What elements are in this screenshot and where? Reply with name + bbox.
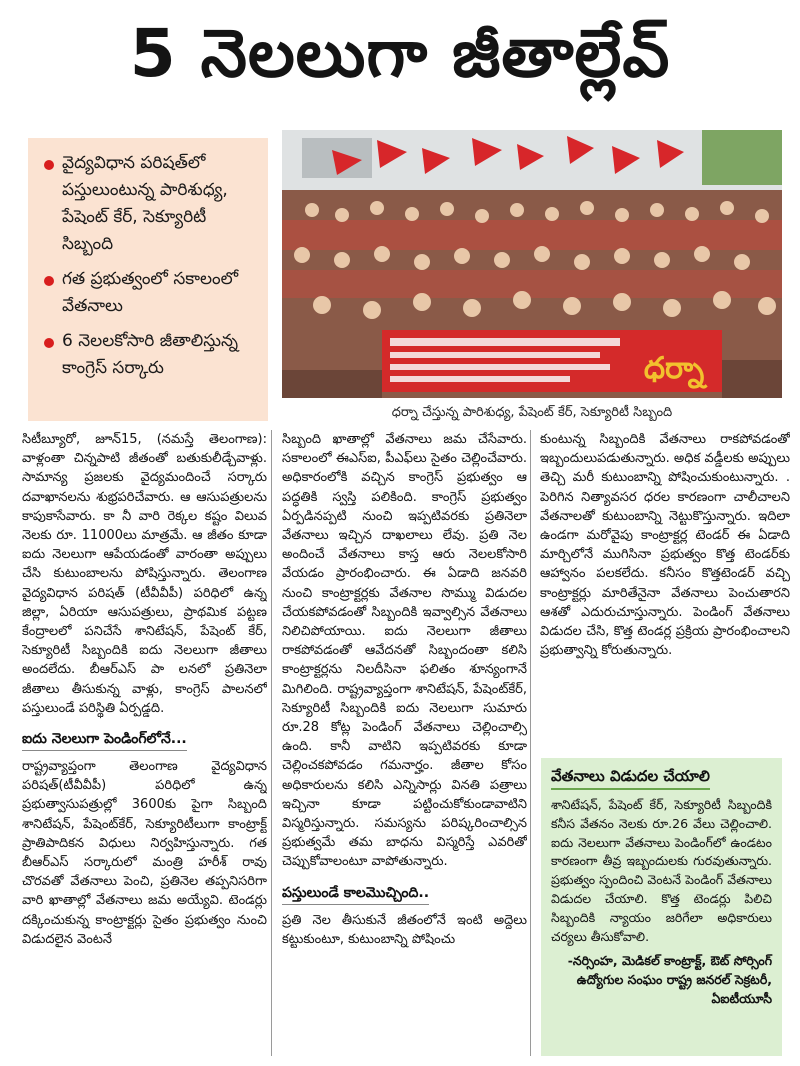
summary-point-text: గత ప్రభుత్వంలో సకాలంలో వేతనాలు [62,269,239,316]
article-paragraph: సిబ్బంది ఖాతాల్లో వేతనాలు జమ చేసేవారు. సకాలంలో ఈఎస్ఐ, పీఎఫ్‌లు సైతం చెల్లించేవారు. అధికారంలోకి వచ్చిన కాంగ్రెస్ ప్రభుత్వం ఆ పద్ధతికి స్వస్తి పలికింది. కాంగ్రెస్ ప్రభుత్వం ఏర్పడినప్పటి నుంచి ఇప్పటివరకు ప్రతినెలా వేతనాలు ఇచ్చిన దాఖలాలు లేవు. ప్రతి నెల అందించే వేతనాలు కాస్త ఆరు నెలలకోసారి వేయడం ప్రారంభించారు. ఈ ఏడాది జనవరి నుంచి కాంట్రాక్టర్లకు వేతనాల సొమ్ము విడుదల చేయకపోవడంతో సిబ్బందికి ఇవ్వాల్సిన వేతనాలు నిలిచిపోయాయి. ఐదు నెలలుగా జీతాలు రాకపోవడంతో ఆవేదనతో సిబ్బందంతా కలిసి కాంట్రాక్టర్లను నిలదీసినా ఫలితం శూన్యంగానే మిగిలింది. రాష్ట్రవ్యాప్తంగా శానిటేషన్, పేషెంట్‌కేర్, సెక్యూరిటీ సిబ్బందికి ఐదు నెలలుగా సుమారు రూ.28 కోట్ల పెండింగ్ వేతనాలు చెల్లించాల్సి ఉంది. కానీ వాటిని ఇప్పటివరకు కూడా చెల్లించకపోవడం గమనార్హం. జీతాల కోసం అధికారులను కలిసి ఎన్నిసార్లు వినతి పత్రాలు ఇచ్చినా కూడా పట్టించుకోకుండావాటిని విస్మరిస్తున్నారు. సమస్యను పరిష్కరించాల్సిన ప్రభుత్వమే తమ బాధను విస్మరిస్తే ఎవరితో చెప్పుకోవాలంటూ వాపోతున్నారు. [282,432,527,870]
quote-body: శానిటేషన్, పేషెంట్ కేర్, సెక్యూరిటీ సిబ్బందికి కనీస వేతనం నెలకు రూ.26 వేలు చెల్లించాలి. ఐదు నెలలుగా వేతనాలు పెండింగ్‌లో ఉండటం కారణంగా తీవ్ర ఇబ్బందులకు గురవుతున్నారు. ప్రభుత్వం స్పందించి వెంటనే పెండింగ్ వేతనాలు విడుదల చేయాలి. కొత్త టెండర్లు పిలిచి సిబ్బందికి న్యాయం జరిగేలా అధికారులు చర్యలు తీసుకోవాలి. [551,797,772,944]
summary-point-text: వైద్యవిధాన పరిషత్‌లో పస్తులుంటున్న పారిశుధ్య, పేషెంట్ కేర్, సెక్యూరిటీ సిబ్బంది [62,153,228,254]
article-paragraph: కుంటున్న సిబ్బందికి వేతనాలు రాకపోవడంతో ఇబ్బందులుపడుతున్నారు. అధిక వడ్డీలకు అప్పులు తెచ్చి మరీ కుటుంబాన్ని పోషించుకుంటున్నారు. . పెరిగిన నిత్యావసర ధరల కారణంగా చాలీచాలని వేతనాలతో కుటుంబాన్ని నెట్టుకొస్తున్నారు. ఇదిలా ఉండగా మరోవైపు కాంట్రాక్టర్ల టెండర్ ఈ ఏడాది మార్చిలోనే ముగిసినా ప్రభుత్వం కొత్త టెండర్‌కు ఆహ్వానం పలకలేదు. కనీసం కొత్తటెండర్ వచ్చి కాంట్రాక్టర్లు మారితేనైనా వేతనాలు పెంచుతారని ఆశతో ఎదురుచూస్తున్నారు. పెండింగ్ వేతనాలు విడుదల చేసి, కొత్త టెండర్ల ప్రక్రియ ప్రారంభించాలని ప్రభుత్వాన్ని కోరుతున్నారు. [540,432,790,659]
banner-text: ధర్నా [643,351,705,386]
quote-heading: వేతనాలు విడుదల చేయాలి [551,764,710,790]
protest-photo [282,130,782,398]
summary-point-text: 6 నెలలకోసారి జీతాలిస్తున్న కాంగ్రెస్ సర్కారు [62,331,239,378]
summary-list [44,150,258,382]
photo-caption: ధర్నా చేస్తున్న పారిశుధ్య, పేషెంట్ కేర్, సెక్యూరిటీ సిబ్బంది [391,405,673,420]
article-column-1 [22,430,267,1058]
summary-point [44,328,258,382]
subheading: ఐదు నెలలుగా పెండింగ్‌లోనే... [22,728,187,751]
bullet-dot-icon [44,160,54,170]
article-paragraph: సిటీబ్యూరో, జూన్15, (నమస్తే తెలంగాణ): వాళ్లంతా చిన్నపాటి జీతంతో బతుకులీడ్చేవాళ్లు. సామాన్య ప్రజలకు వైద్యమందించే సర్కారు దవాఖానలను శుభ్రపరిచేవారు. ఆ ఆసుపత్రులను కాపుకాసేవారు. కా నీ వారి రెక్కల కష్టం విలువ నెలకు రూ. 11000లు మాత్రమే. ఆ జీతం కూడా ఐదు నెలలుగా ఆపేయడంతో వారంతా అప్పులు చేసి కుటుంబాలను పోషిస్తున్నారు. తెలంగాణ వైద్యవిధాన పరిషత్ (టీవీవీపీ) పరిధిలో ఉన్న జిల్లా, ఏరియా ఆసుపత్రులు, ప్రాథమిక పట్టణ కేంద్రాలలో పనిచేసే శానిటేషన్, పేషెంట్ కేర్, సెక్యూరిటీ సిబ్బందికి ఐదు నెలలుగా జీతాలు అందలేదు. బీఆర్ఎస్ పా లనలో ప్రతినెలా జీతాలు తీసుకున్న వాళ్లు, కాంగ్రెస్ పాలనలో పస్తులుండే పరిస్థితి ఏర్పడ్డది. [22,432,267,716]
subheading: పస్తులుండే కాలమొచ్చింది.. [282,882,429,905]
article-column-3 [540,430,790,752]
quote-box [541,758,782,1056]
summary-point [44,150,258,258]
bullet-dot-icon [44,338,54,348]
article-paragraph: రాష్ట్రవ్యాప్తంగా తెలంగాణ వైద్యవిధాన పరిషత్(టీవీవీపీ) పరిధిలో ఉన్న ప్రభుత్వాసుపత్రుల్లో 3600కు పైగా సిబ్బంది శానిటేషన్, పేషెంట్‌కేర్, సెక్యూరిటీలుగా కాంట్రాక్ట్ ప్రాతిపాదికన విధులు నిర్వహిస్తున్నారు. గత బీఆర్ఎస్ సర్కారులో మంత్రి హరీశ్ రావు చొరవతో వేతనాలు పెంచి, ప్రతినెల తప్పనిసరిగా వారి ఖాతాల్లో వేతనాలు జమ అయ్యేవి. టెండర్లు దక్కించుకున్న కాంట్రాక్టర్లు సైతం ప్రభుత్వం నుంచి విడుదలైన వెంటనే [22,759,267,947]
bullet-dot-icon [44,276,54,286]
headline: 5 నెలలుగా జీతాల్లేవ్ [129,14,671,92]
column-divider [271,430,272,1056]
article-column-2 [282,430,527,1058]
summary-point [44,266,258,320]
quote-signature: -నర్సింహ, మెడికల్ కాంట్రాక్ట్, ఔట్ సోర్సింగ్ ఉద్యోగుల సంఘం రాష్ట్ర జనరల్ సెక్రటరీ, ఏఐటీయూసీ [567,953,772,1006]
protest-photo-illustration [282,130,782,398]
column-divider [530,430,531,1056]
summary-box [28,138,268,421]
article-paragraph: ప్రతి నెల తీసుకునే జీతంలోనే ఇంటి అద్దెలు కట్టుకుంటూ, కుటుంబాన్ని పోషించు [282,912,527,947]
